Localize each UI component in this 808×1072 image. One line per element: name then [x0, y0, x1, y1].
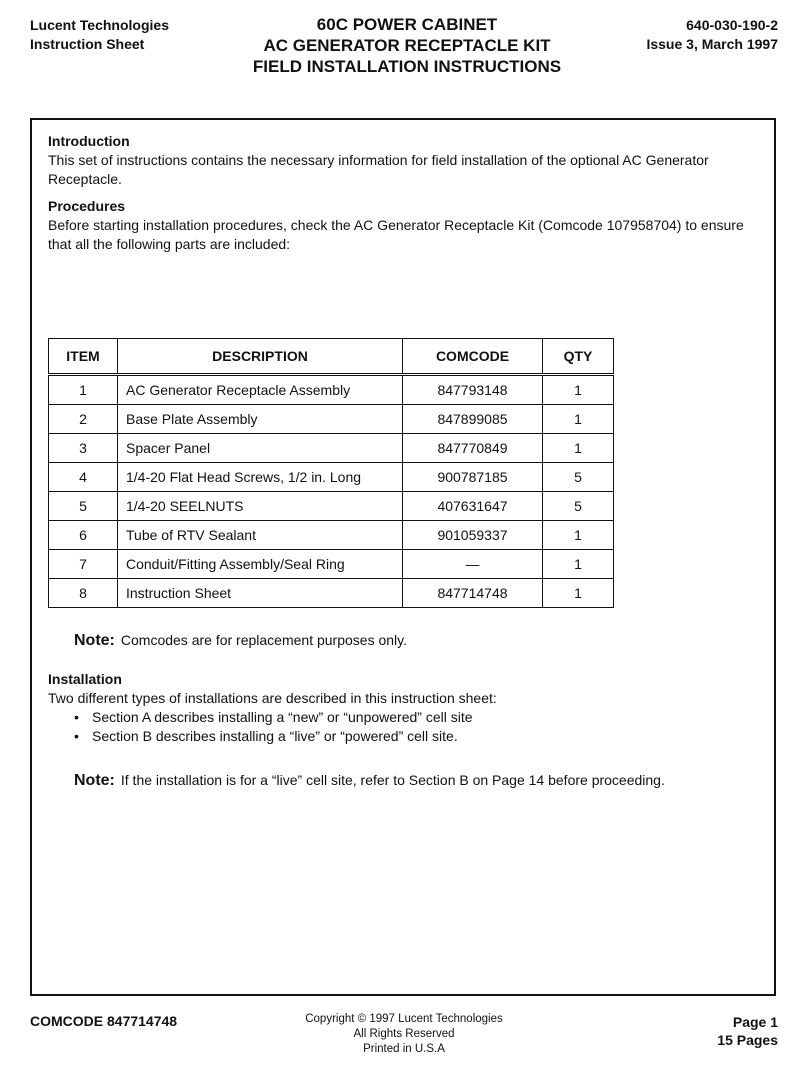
description-cell: Base Plate Assembly [118, 405, 403, 434]
note-label: Note: [74, 772, 115, 789]
installation-heading: Installation [48, 671, 122, 687]
parts-table [48, 338, 614, 608]
header-left [30, 16, 169, 54]
comcode-cell: — [403, 550, 543, 579]
installation-text: Two different types of installations are described in this instruction sheet: [48, 690, 497, 706]
item-cell: 4 [49, 463, 118, 492]
qty-cell: 5 [543, 463, 614, 492]
comcode-cell: 847770849 [403, 434, 543, 463]
description-cell: Spacer Panel [118, 434, 403, 463]
company-name: Lucent Technologies [30, 17, 169, 33]
introduction-section [48, 132, 758, 189]
col-header-item: ITEM [49, 339, 118, 375]
table-row [49, 434, 614, 463]
installation-list [48, 708, 758, 746]
comcode-cell: 847899085 [403, 405, 543, 434]
comcode-note [74, 632, 407, 650]
description-cell: AC Generator Receptacle Assembly [118, 375, 403, 405]
comcode-cell: 407631647 [403, 492, 543, 521]
page-count: 15 Pages [717, 1032, 778, 1048]
printed-line: Printed in U.S.A [363, 1043, 445, 1055]
note-label: Note: [74, 632, 115, 649]
comcode-cell: 900787185 [403, 463, 543, 492]
list-item: • Section A describes installing a “new” or “unpowered” cell site [92, 708, 758, 727]
copyright-line: Copyright © 1997 Lucent Technologies [305, 1013, 503, 1025]
footer-comcode: COMCODE 847714748 [30, 1013, 178, 1029]
title-line-3: FIELD INSTALLATION INSTRUCTIONS [252, 57, 562, 76]
note-text: Comcodes are for replacement purposes only. [120, 632, 407, 648]
introduction-heading: Introduction [48, 133, 130, 149]
header-right [646, 16, 778, 54]
col-header-description: DESCRIPTION [118, 339, 403, 375]
table-row [49, 405, 614, 434]
procedures-text: Before starting installation procedures, check the AC Generator Receptacle Kit (Comcode 107958704) to ensure that all the following parts are included: [48, 217, 744, 252]
doc-number: 640-030-190-2 [686, 17, 778, 33]
item-cell: 2 [49, 405, 118, 434]
comcode-cell: 901059337 [403, 521, 543, 550]
item-cell: 6 [49, 521, 118, 550]
procedures-section [48, 197, 758, 254]
item-cell: 3 [49, 434, 118, 463]
procedures-heading: Procedures [48, 198, 126, 214]
qty-cell: 5 [543, 492, 614, 521]
table-row [49, 463, 614, 492]
qty-cell: 1 [543, 434, 614, 463]
rights-line: All Rights Reserved [353, 1028, 455, 1040]
intro-procedures [48, 132, 758, 262]
table-row [49, 579, 614, 608]
item-cell: 8 [49, 579, 118, 608]
table-header-row [49, 339, 614, 375]
content-frame [30, 118, 776, 996]
page-number: Page 1 [732, 1014, 778, 1030]
col-header-comcode: COMCODE [403, 339, 543, 375]
list-item: • Section B describes installing a “live” or “powered” cell site. [92, 727, 758, 746]
qty-cell: 1 [543, 579, 614, 608]
item-cell: 5 [49, 492, 118, 521]
doc-type: Instruction Sheet [30, 36, 145, 52]
comcode-cell: 847793148 [403, 375, 543, 405]
table-row [49, 492, 614, 521]
title-line-2: AC GENERATOR RECEPTACLE KIT [263, 36, 551, 55]
qty-cell: 1 [543, 550, 614, 579]
item-cell: 7 [49, 550, 118, 579]
live-site-note [74, 772, 665, 790]
qty-cell: 1 [543, 405, 614, 434]
col-header-qty: QTY [543, 339, 614, 375]
document-title [220, 14, 594, 77]
footer-copyright [254, 1012, 554, 1057]
comcode-cell: 847714748 [403, 579, 543, 608]
description-cell: Conduit/Fitting Assembly/Seal Ring [118, 550, 403, 579]
qty-cell: 1 [543, 375, 614, 405]
qty-cell: 1 [543, 521, 614, 550]
table-row [49, 375, 614, 405]
installation-section [48, 670, 758, 746]
table-row [49, 550, 614, 579]
description-cell: Instruction Sheet [118, 579, 403, 608]
introduction-text: This set of instructions contains the necessary information for field installation of the optional AC Generator Receptacle. [48, 152, 709, 187]
description-cell: 1/4-20 Flat Head Screws, 1/2 in. Long [118, 463, 403, 492]
description-cell: 1/4-20 SEELNUTS [118, 492, 403, 521]
issue-date: Issue 3, March 1997 [646, 36, 778, 52]
description-cell: Tube of RTV Sealant [118, 521, 403, 550]
title-line-1: 60C POWER CABINET [316, 15, 498, 34]
table-row [49, 521, 614, 550]
note-text: If the installation is for a “live” cell site, refer to Section B on Page 14 before proceeding. [120, 772, 665, 788]
footer-pages [717, 1013, 778, 1049]
item-cell: 1 [49, 375, 118, 405]
